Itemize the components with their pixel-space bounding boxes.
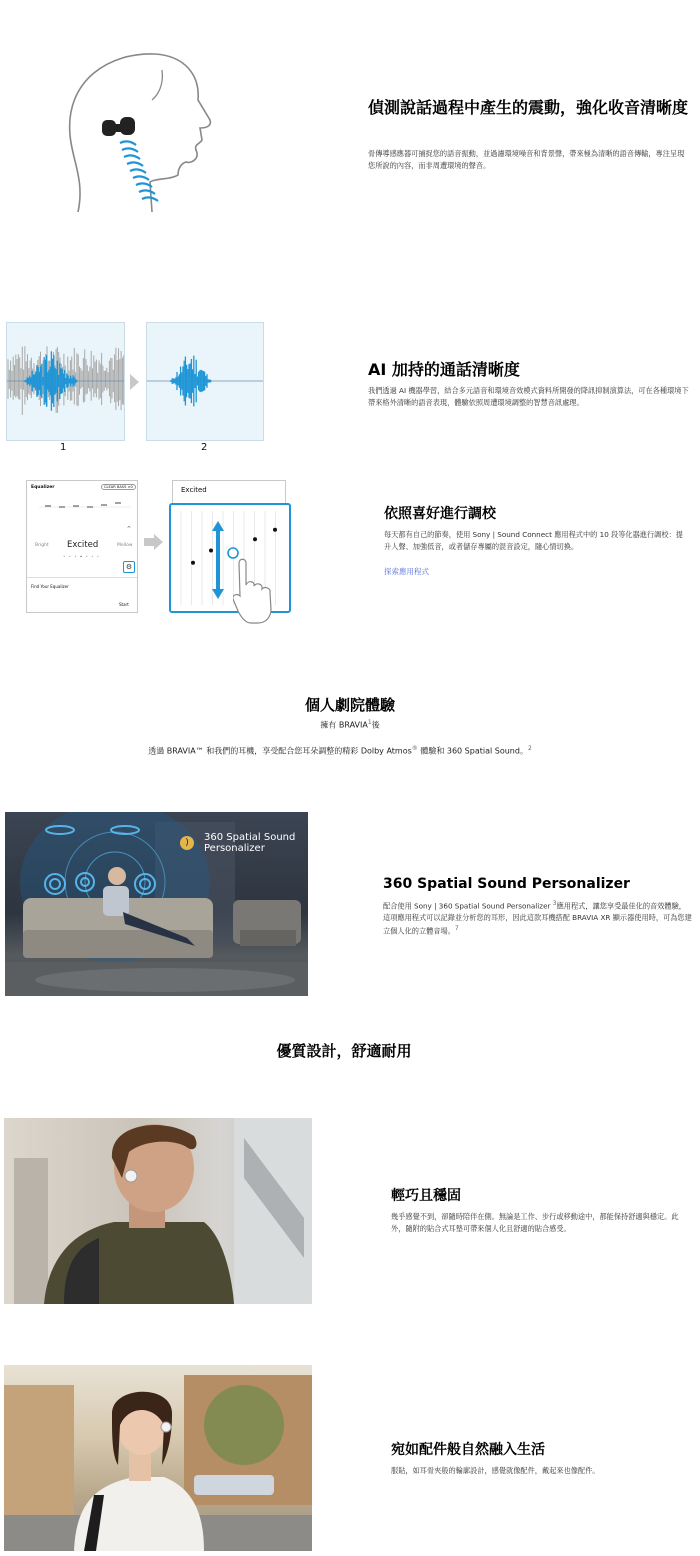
vertical-drag-arrow-icon (212, 521, 224, 599)
start-button[interactable]: Start (119, 602, 129, 607)
eq-band-knob[interactable] (253, 537, 257, 541)
footnote-marker[interactable]: 1 (367, 719, 372, 726)
find-equalizer-link[interactable]: Find Your Equalizer (31, 584, 69, 589)
equalizer-zoom-screen (172, 480, 286, 613)
arrow-right-icon (144, 538, 154, 546)
man-wearing-earbud-photo (4, 1118, 312, 1304)
theater-description (0, 745, 680, 757)
panel-label-2: 2 (201, 442, 208, 453)
theater-subtitle-text: 擁有 BRAVIA (320, 720, 368, 730)
hand-pointer-icon (233, 555, 283, 629)
registered-mark: ® (411, 745, 418, 752)
clear-bass-badge[interactable]: CLEAR BASS ±0 (101, 484, 136, 490)
theater-subtitle-end: 後 (371, 720, 380, 730)
eq-band-knob[interactable] (191, 561, 195, 565)
personalizer-body (383, 898, 693, 937)
natural-title: 宛如配件般自然融入生活 (391, 1442, 545, 1458)
theater-title: 個人劇院體驗 (304, 696, 395, 714)
footnote-marker[interactable]: 7 (454, 925, 459, 933)
equalizer-app-screen (26, 480, 138, 613)
personalizer-body-a: 配合使用 Sony | 360 Spatial Sound Personalizer (383, 901, 553, 911)
theater-subtitle (0, 719, 700, 731)
bone-body: 骨傳導感應器可捕捉您的語音振動，並過濾環境噪音和背景聲，帶來極為清晰的語音傳輸，專注呈現您所說的內容，而非周遭環境的聲音。 (368, 149, 685, 170)
eq-band-knob[interactable] (209, 548, 213, 552)
arrow-right-icon (130, 374, 139, 390)
gear-icon[interactable]: ⚙ (123, 561, 135, 573)
woman-wearing-earbud-photo (4, 1365, 312, 1551)
eq-body: 每天都有自己的節奏，使用 Sony | Sound Connect 應用程式中的 10 段等化器進行調校：提升人聲、加強低音，或者儲存專屬的混音設定，隨心情切換。 (384, 530, 683, 551)
theater-line-a: 透過 BRAVIA™ 和我們的耳機，享受配合您耳朵調整的精彩 Dolby Atmos (148, 746, 412, 756)
waveform-noisy-panel (6, 322, 125, 441)
explore-app-link[interactable]: 探索應用程式 (384, 567, 429, 576)
chevron-up-icon[interactable]: ⌃ (126, 525, 132, 533)
bone-title: 偵測說話過程中產生的震動，強化收音清晰度 (368, 98, 689, 117)
preset-page-dots: • • • • • • • (63, 554, 101, 559)
lightweight-title: 輕巧且穩固 (391, 1188, 461, 1204)
footnote-marker[interactable]: 2 (527, 745, 532, 752)
ai-body: 我們透過 AI 機器學習，結合多元語音和環境音效模式資料所開發的降訊抑制演算法，可在各種環境下帶來格外清晰的語音表現，體驗依照周遭環境調整的智慧音訊處理。 (368, 386, 689, 407)
personalizer-title: 360 Spatial Sound Personalizer (383, 876, 630, 892)
arrow-right-icon (154, 534, 163, 550)
head-profile-icon (60, 40, 230, 220)
preset-mellow[interactable]: Mellow (117, 543, 133, 548)
eq-title: 依照喜好進行調校 (384, 506, 496, 522)
eq-mini-graph (33, 495, 131, 517)
badge-line-2: Personalizer (204, 843, 265, 854)
footnote-marker[interactable]: 3 (552, 900, 557, 907)
waveform-clean-panel (146, 322, 264, 441)
ai-title: AI 加持的通話清晰度 (368, 360, 520, 379)
zoom-preset-title: Excited (181, 486, 207, 494)
ear-icon: ) (180, 836, 194, 850)
eq-header: Equalizer (31, 485, 55, 490)
badge-line-1: 360 Spatial Sound (204, 832, 296, 843)
personalizer-body-b: 應用程式，讓您享受最佳化的音效體驗，這項應用程式可以記錄並分析您的耳形，因此這款耳機搭配 BRAVIA XR 顯示器使用時，可為您建立個人化的立體音場。 (383, 901, 692, 936)
panel-label-1: 1 (60, 442, 67, 453)
bone-conduction-illustration (60, 40, 230, 220)
preset-bright[interactable]: Bright (35, 543, 49, 548)
theater-line-b: 體驗和 360 Spatial Sound。 (417, 746, 528, 756)
lightweight-body: 幾乎感覺不到，卻隨時陪伴在側。無論是工作、步行或移動途中，都能保持舒適與穩定。此外，隨附的貼合式耳墊可帶來個人化且舒適的貼合感受。 (391, 1212, 679, 1233)
preset-current: Excited (67, 540, 99, 550)
natural-body: 服貼，如耳骨夾般的輪廓設計，感覺就像配件，戴起來也像配件。 (391, 1466, 600, 1475)
eq-band-knob[interactable] (273, 528, 277, 532)
design-title: 優質設計，舒適耐用 (276, 1042, 412, 1060)
